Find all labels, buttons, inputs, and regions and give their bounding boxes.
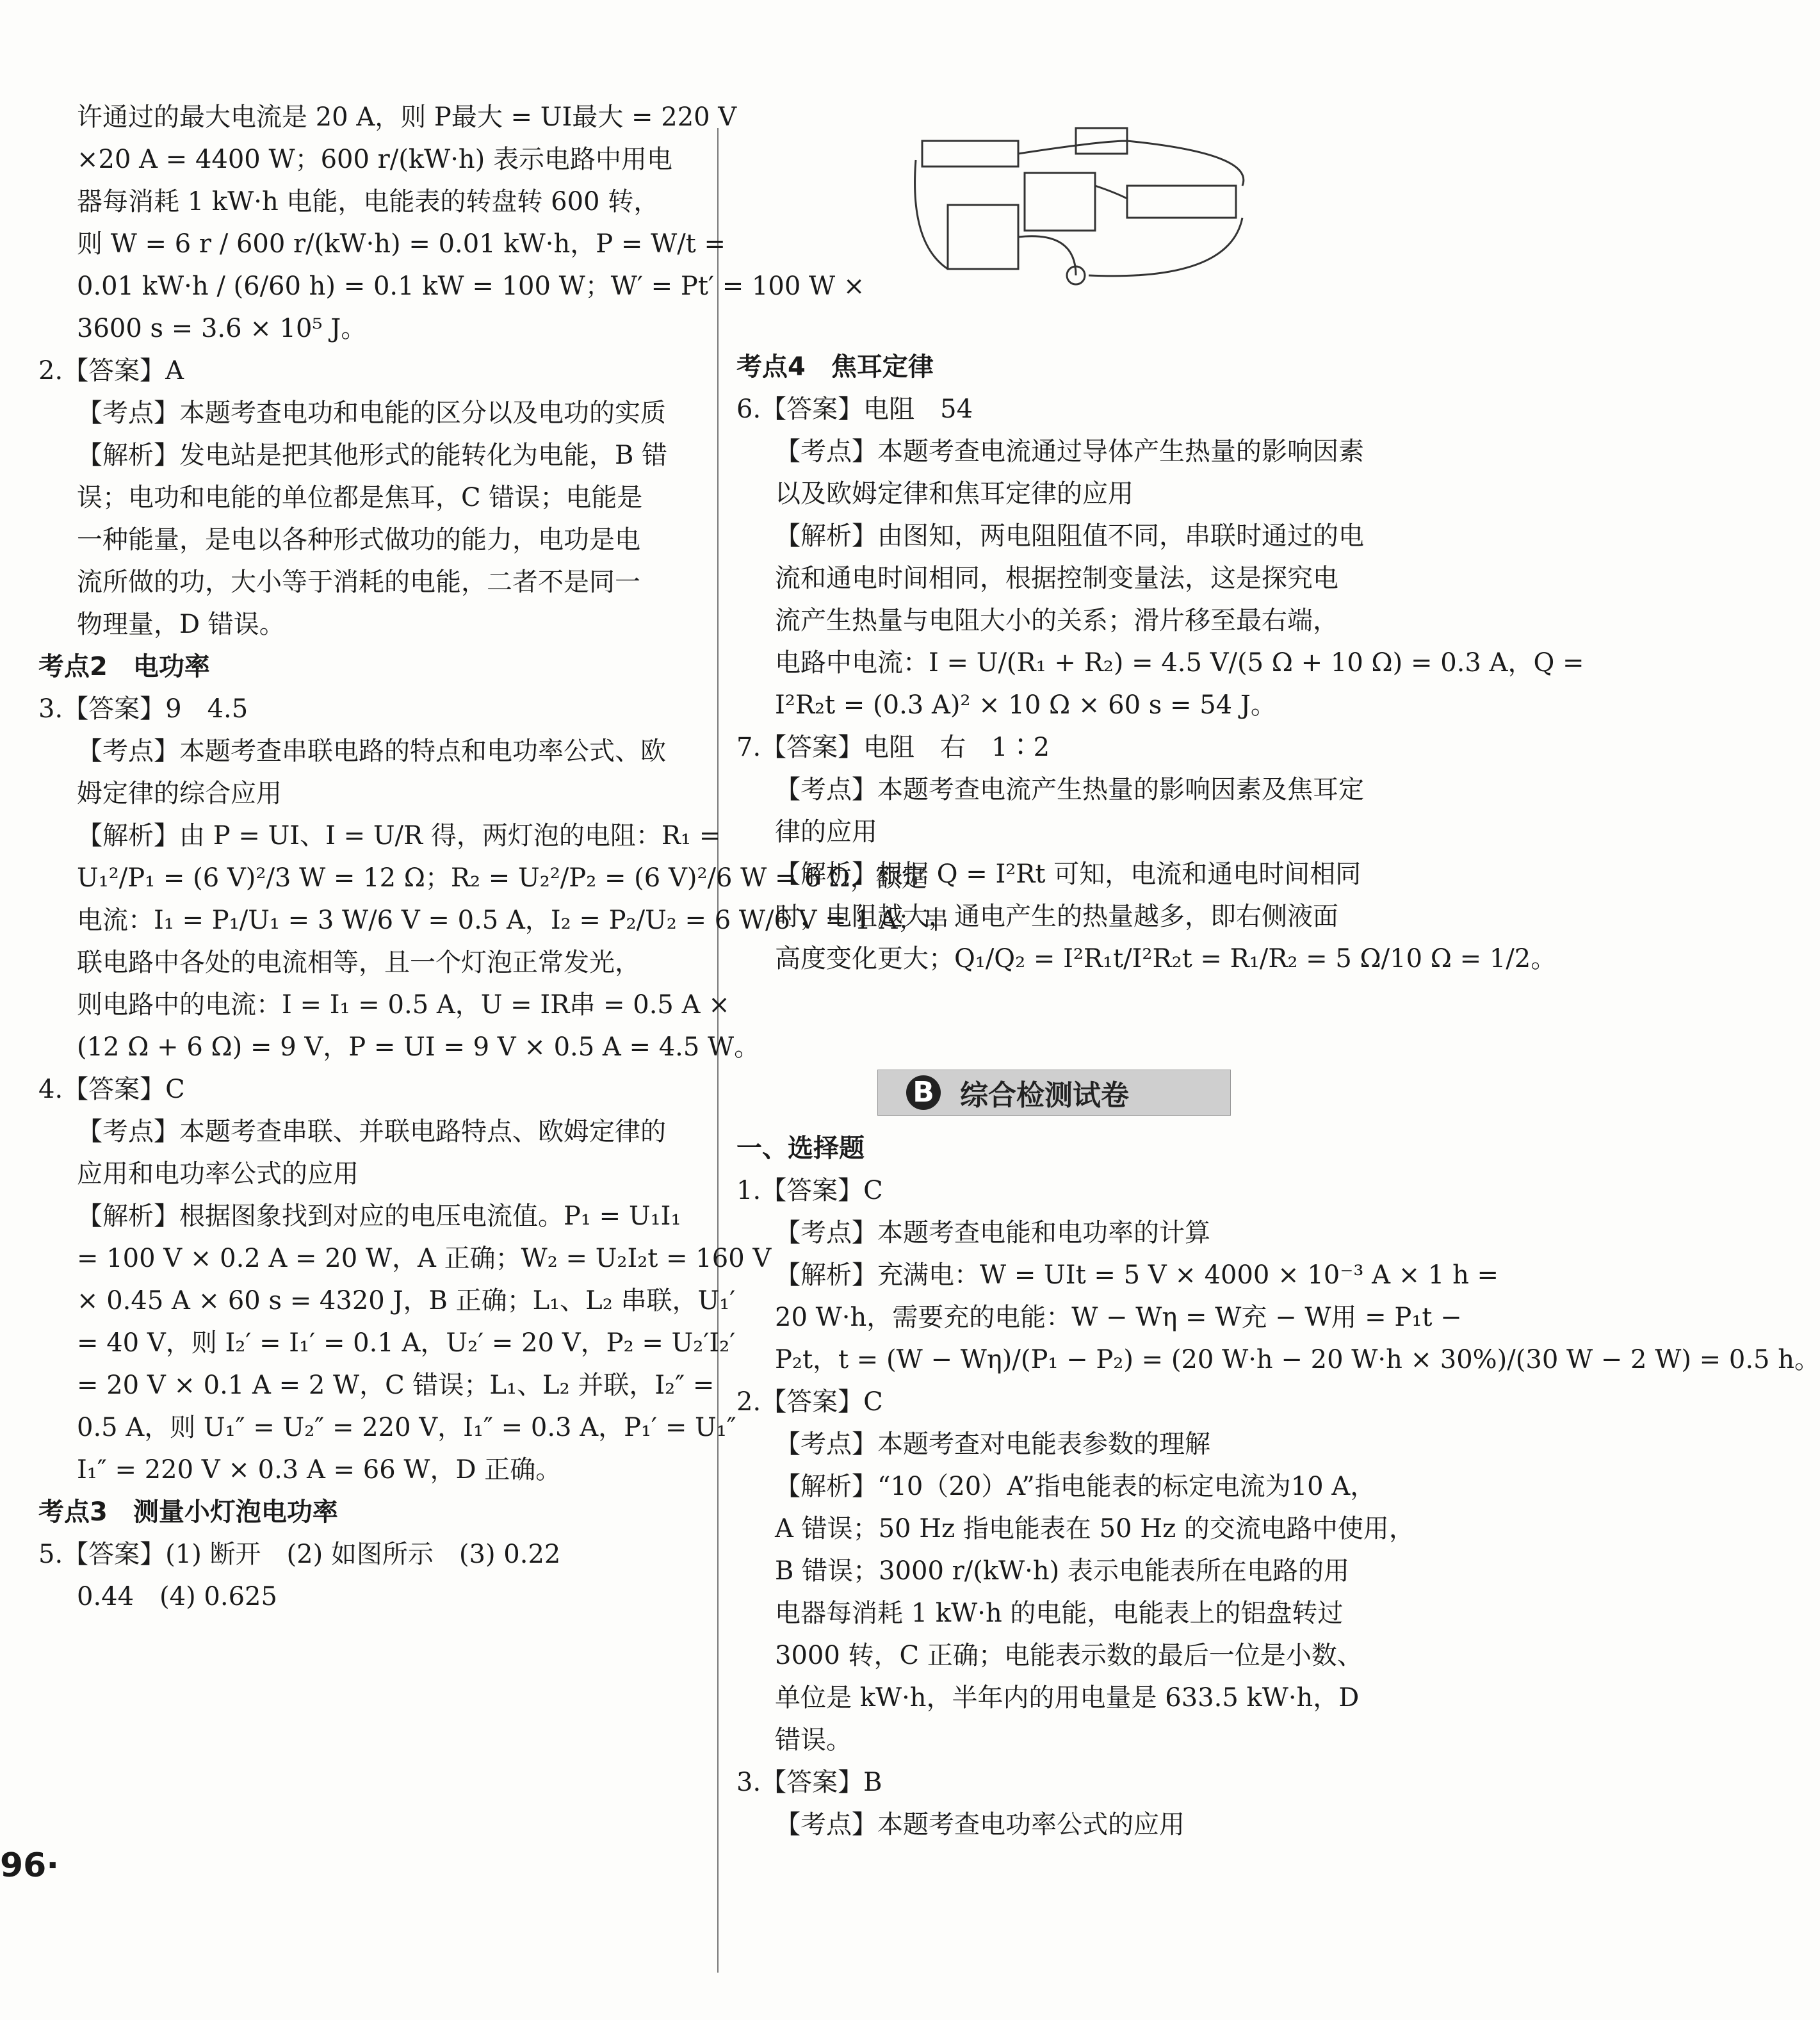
text-line: 电流：I₁ = P₁/U₁ = 3 W/6 V = 0.5 A，I₂ = P₂/U₂ = 6 W/6 V = 1 A；串 (77, 906, 949, 935)
text-line: (12 Ω + 6 Ω) = 9 V，P = UI = 9 V × 0.5 A = 4.5 W。 (77, 1032, 760, 1062)
section-heading: 考点4 焦耳定律 (736, 352, 934, 382)
text-line: 【考点】本题考查电流通过导体产生热量的影响因素 (775, 437, 1364, 466)
text-line: 流所做的功，大小等于消耗的电能，二者不是同一 (77, 567, 640, 597)
right-column-lower (736, 1127, 1820, 1846)
question-line: 5.【答案】(1) 断开 (2) 如图所示 (3) 0.22 (38, 1540, 561, 1569)
text-line: B 错误；3000 r/(kW·h) 表示电能表所在电路的用 (775, 1556, 1349, 1586)
text-line: ×20 A = 4400 W；600 r/(kW·h) 表示电路中用电 (77, 145, 672, 174)
question-line: 7.【答案】电阻 右 1∶2 (736, 733, 1050, 762)
circuit-figure (909, 115, 1268, 320)
text-line: 【解析】由图知，两电阻阻值不同，串联时通过的电 (775, 521, 1364, 551)
text-line: 则电路中的电流：I = I₁ = 0.5 A，U = IR串 = 0.5 A × (77, 990, 730, 1020)
text-line: 器每消耗 1 kW·h 电能，电能表的转盘转 600 转， (77, 187, 660, 216)
text-line: 【考点】本题考查电功和电能的区分以及电功的实质 (77, 398, 666, 428)
text-line: 高度变化更大；Q₁/Q₂ = I²R₁t/I²R₂t = R₁/R₂ = 5 Ω/10 Ω = 1/2。 (775, 944, 1557, 973)
text-line: 0.01 kW·h / (6/60 h) = 0.1 kW = 100 W；W′ = Pt′ = 100 W × (77, 272, 865, 301)
b-icon: B (906, 1075, 941, 1110)
text-line: 【考点】本题考查电能和电功率的计算 (775, 1218, 1210, 1248)
question-line: 3.【答案】B (736, 1768, 882, 1797)
text-line: 【解析】根据 Q = I²Rt 可知，电流和通电时间相同 (775, 859, 1361, 889)
text-line: 姆定律的综合应用 (77, 779, 282, 808)
text-line: 联电路中各处的电流相等，且一个灯泡正常发光， (77, 948, 640, 977)
text-line: 【考点】本题考查串联电路的特点和电功率公式、欧 (77, 737, 666, 766)
text-line: 以及欧姆定律和焦耳定律的应用 (775, 479, 1133, 509)
text-line: 单位是 kW·h，半年内的用电量是 633.5 kW·h，D (775, 1683, 1360, 1713)
text-line: 【解析】发电站是把其他形式的能转化为电能，B 错 (77, 441, 668, 470)
text-line: 电路中电流：I = U/(R₁ + R₂) = 4.5 V/(5 Ω + 10 Ω) = 0.3 A，Q = (775, 648, 1584, 678)
section-banner (877, 1070, 1231, 1116)
text-line: 电器每消耗 1 kW·h 的电能，电能表上的铝盘转过 (775, 1599, 1344, 1628)
text-line: 【解析】由 P = UI、I = U/R 得，两灯泡的电阻：R₁ = (77, 821, 721, 851)
text-line: 3000 转，C 正确；电能表示数的最后一位是小数、 (775, 1641, 1363, 1670)
text-line: 【考点】本题考查串联、并联电路特点、欧姆定律的 (77, 1117, 666, 1146)
banner-title: 综合检测试卷 (960, 1079, 1129, 1112)
text-line: 3600 s = 3.6 × 10⁵ J。 (77, 314, 367, 343)
text-line: A 错误；50 Hz 指电能表在 50 Hz 的交流电路中使用， (775, 1514, 1415, 1544)
text-line: 【解析】充满电：W = UIt = 5 V × 4000 × 10⁻³ A × 1 h = (775, 1260, 1499, 1290)
text-line: = 40 V，则 I₂′ = I₁′ = 0.1 A，U₂′ = 20 V，P₂ = U₂′I₂′ (77, 1328, 736, 1358)
text-line: = 100 V × 0.2 A = 20 W，A 正确；W₂ = U₂I₂t = 160 V (77, 1244, 772, 1273)
right-column (736, 346, 1584, 980)
text-line: 【解析】“10（20）A”指电能表的标定电流为10 A， (775, 1472, 1376, 1501)
text-line: 许通过的最大电流是 20 A，则 P最大 = UI最大 = 220 V (77, 102, 737, 132)
question-line: 6.【答案】电阻 54 (736, 395, 973, 424)
text-line: 20 W·h，需要充的电能：W − Wη = W充 − W用 = P₁t − (775, 1303, 1462, 1332)
text-line: 应用和电功率公式的应用 (77, 1159, 359, 1189)
text-line: I₁″ = 220 V × 0.3 A = 66 W，D 正确。 (77, 1455, 562, 1485)
text-line: = 20 V × 0.1 A = 2 W，C 错误；L₁、L₂ 并联，I₂″ = (77, 1371, 715, 1400)
section-heading: 考点3 测量小灯泡电功率 (38, 1497, 338, 1527)
question-line: 2.【答案】A (38, 356, 184, 386)
text-line: 流和通电时间相同，根据控制变量法，这是探究电 (775, 564, 1338, 593)
question-line: 1.【答案】C (736, 1176, 883, 1205)
text-line: U₁²/P₁ = (6 V)²/3 W = 12 Ω；R₂ = U₂²/P₂ = (6 V)²/6 W = 6 Ω，额定 (77, 863, 927, 893)
question-line: 2.【答案】C (736, 1387, 883, 1417)
text-line: 【考点】本题考查对电能表参数的理解 (775, 1429, 1210, 1459)
text-line: 时，电阻越大，通电产生的热量越多，即右侧液面 (775, 902, 1338, 931)
text-line: 误；电功和电能的单位都是焦耳，C 错误；电能是 (77, 483, 643, 512)
text-line: 错误。 (775, 1725, 852, 1755)
question-line: 3.【答案】9 4.5 (38, 694, 248, 724)
text-line: 律的应用 (775, 817, 877, 847)
text-line: 【考点】本题考查电流产生热量的影响因素及焦耳定 (775, 775, 1364, 804)
section-heading: 考点2 电功率 (38, 652, 210, 681)
question-line: 4.【答案】C (38, 1075, 185, 1104)
text-line: 物理量，D 错误。 (77, 610, 285, 639)
text-line: × 0.45 A × 60 s = 4320 J，B 正确；L₁、L₂ 串联，U₁′ (77, 1286, 736, 1315)
text-line: 流产生热量与电阻大小的关系；滑片移至最右端， (775, 606, 1338, 635)
section-heading: 一、选择题 (736, 1134, 865, 1163)
text-line: 一种能量，是电以各种形式做功的能力，电功是电 (77, 525, 640, 555)
text-line: 【解析】根据图象找到对应的电压电流值。P₁ = U₁I₁ (77, 1201, 681, 1231)
text-line: 0.44 (4) 0.625 (77, 1582, 277, 1611)
text-line: 0.5 A，则 U₁″ = U₂″ = 220 V，I₁″ = 0.3 A，P₁′ = U₁″ (77, 1413, 736, 1442)
text-line: I²R₂t = (0.3 A)² × 10 Ω × 60 s = 54 J。 (775, 690, 1276, 720)
page-number: 96· (0, 1846, 60, 1885)
text-line: P₂t，t = (W − Wη)/(P₁ − P₂) = (20 W·h − 20 W·h × 30%)/(30 W − 2 W) = 0.5 h。 (775, 1345, 1820, 1374)
text-line: 则 W = 6 r / 600 r/(kW·h) = 0.01 kW·h，P = W/t = (77, 229, 726, 259)
text-line: 【考点】本题考查电功率公式的应用 (775, 1810, 1185, 1839)
